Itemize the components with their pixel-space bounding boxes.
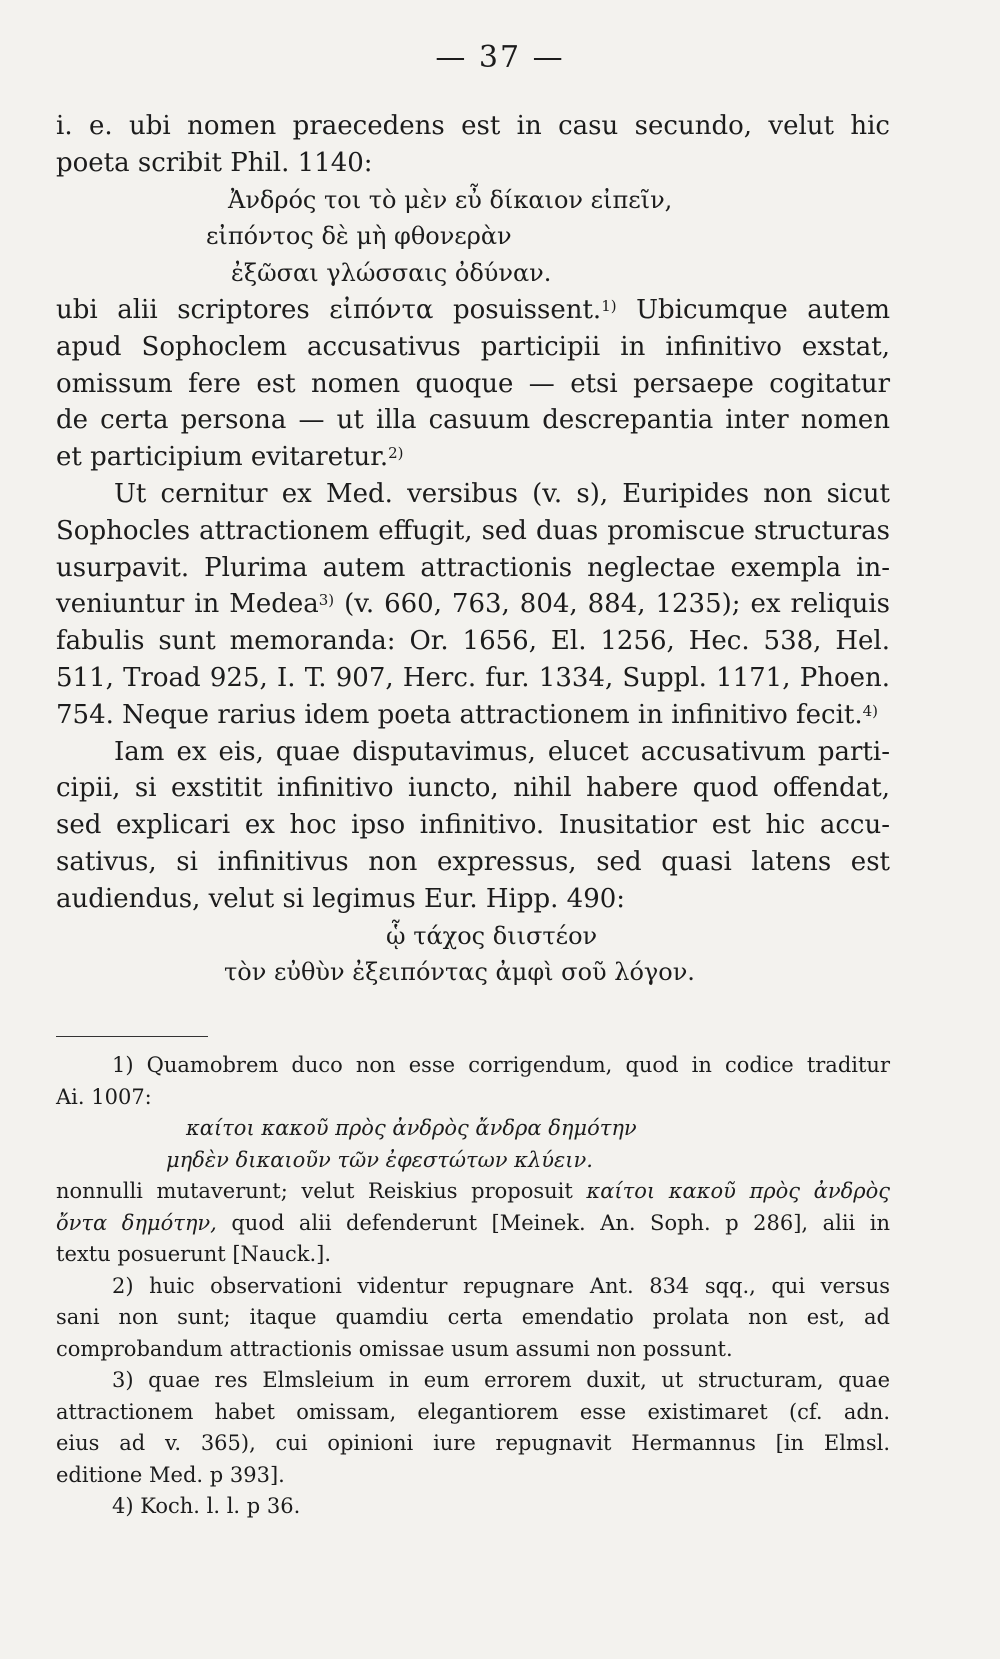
- text-line: 511, Troad 925, I. T. 907, Herc. fur. 1334, Suppl. 1171, Phoen.: [56, 662, 890, 693]
- verse-line: ἐξῶσαι γλώσσαις ὀδύναν.: [231, 259, 552, 288]
- footnote-ref-2[interactable]: 2): [388, 444, 404, 463]
- text-line: Ut cernitur ex Med. versibus (v. s), Euripides non sicut: [114, 478, 890, 509]
- verse-line: εἰπόντος δὲ μὴ φθονερὰν: [206, 222, 512, 251]
- text-line: sativus, si infinitivus non expressus, sed quasi latens est: [56, 846, 890, 877]
- text-line: [56, 292, 890, 329]
- footnote-line: comprobandum attractionis omissae usum assumi non possunt.: [56, 1336, 733, 1361]
- greek-span: καίτοι κακοῦ πρὸς ἀνδρὸς: [586, 1179, 890, 1203]
- footnote-2: 2) huic observationi videntur repugnare Ant. 834 sqq., qui versus: [112, 1273, 890, 1298]
- footnote-line: sani non sunt; itaque quamdiu certa emendatio prolata non est, ad: [56, 1305, 890, 1329]
- footnote-line: Ai. 1007:: [56, 1084, 152, 1109]
- text-span: 754. Neque rarius idem poeta attractionem in infinitivo fecit.: [56, 699, 863, 730]
- text-line: Sophocles attractionem effugit, sed duas promiscue structuras: [56, 515, 890, 546]
- text-span: ubi alii scriptores εἰπόντα posuissent.: [56, 294, 602, 325]
- footnote-3: 3) quae res Elmsleium in eum errorem duxit, ut structuram, quae: [112, 1368, 890, 1392]
- footnote-ref-1[interactable]: 1): [601, 296, 617, 315]
- text-line: Iam ex eis, quae disputavimus, elucet accusativum parti-: [114, 736, 890, 767]
- footnote-1: 1) Quamobrem duco non esse corrigendum, quod in codice traditur: [112, 1053, 890, 1077]
- text-span: et participium evitaretur.: [56, 442, 389, 473]
- footnote-divider: [56, 1036, 208, 1037]
- text-line: omissum fere est nomen quoque — etsi persaepe cogitatur: [56, 368, 890, 399]
- text-line: i. e. ubi nomen praecedens est in casu secundo, velut hic: [56, 111, 890, 141]
- text-line: [56, 586, 890, 623]
- text-line: poeta scribit Phil. 1140:: [56, 147, 373, 178]
- footnote-line: editione Med. p 393].: [56, 1462, 285, 1487]
- footnote-verse: μηδὲν δικαιοῦν τῶν ἐφεστώτων κλύειν.: [166, 1147, 593, 1172]
- text-line: fabulis sunt memoranda: Or. 1656, El. 1256, Hec. 538, Hel.: [56, 626, 890, 657]
- footnote-line: eius ad v. 365), cui opinioni iure repugnavit Hermannus [in Elmsl.: [56, 1431, 890, 1455]
- text-line: cipii, si exstitit infinitivo iuncto, nihil habere quod offendat,: [56, 773, 890, 804]
- footnote-4: 4) Koch. l. l. p 36.: [112, 1494, 301, 1518]
- footnote-ref-4[interactable]: 4): [862, 701, 879, 720]
- page-number: — 37 —: [435, 40, 565, 75]
- verse-line: Ἀνδρός τοι τὸ μὲν εὖ δίκαιον εἰπεῖν,: [228, 185, 673, 214]
- text-line: sed explicari ex hoc ipso infinitivo. Inusitatior est hic accu-: [56, 810, 890, 841]
- footnote-line: attractionem habet omissam, elegantiorem esse existimaret (cf. adn.: [56, 1399, 890, 1424]
- footnotes: [56, 1050, 890, 1523]
- text-line: [56, 697, 890, 734]
- text-span: (v. 660, 763, 804, 884, 1235); ex reliquis: [334, 589, 890, 620]
- text-span: veniuntur in Medea: [56, 589, 319, 620]
- text-line: usurpavit. Plurima autem attractionis neglectae exempla in-: [56, 552, 890, 583]
- text-line: [56, 439, 890, 476]
- footnote-line: [56, 1176, 890, 1208]
- text-line: audiendus, velut si legimus Eur. Hipp. 490:: [56, 883, 626, 914]
- text-line: de certa persona — ut illa casuum descrepantia inter nomen: [56, 405, 890, 436]
- verse-line: ᾧ τάχος διιστέον: [386, 921, 598, 950]
- footnote-verse: καίτοι κακοῦ πρὸς ἀνδρὸς ἄνδρα δημότην: [186, 1116, 637, 1140]
- text-span: nonnulli mutaverunt; velut Reiskius proposuit: [56, 1179, 587, 1203]
- footnote-ref-3[interactable]: 3): [318, 591, 335, 610]
- footnote-line: [56, 1208, 890, 1240]
- text-span: Ubicumque autem: [616, 294, 890, 325]
- text-line: apud Sophoclem accusativus participii in infinitivo exstat,: [56, 331, 890, 362]
- main-text: [56, 108, 890, 991]
- footnote-line: textu posuerunt [Nauck.].: [56, 1242, 332, 1266]
- greek-span: ὄντα δημότην,: [56, 1210, 217, 1235]
- verse-line: τὸν εὐθὺν ἐξειπόντας ἀμφὶ σοῦ λόγον.: [224, 958, 695, 987]
- text-span: quod alii defenderunt [Meinek. An. Soph. p 286], alii in: [216, 1210, 890, 1235]
